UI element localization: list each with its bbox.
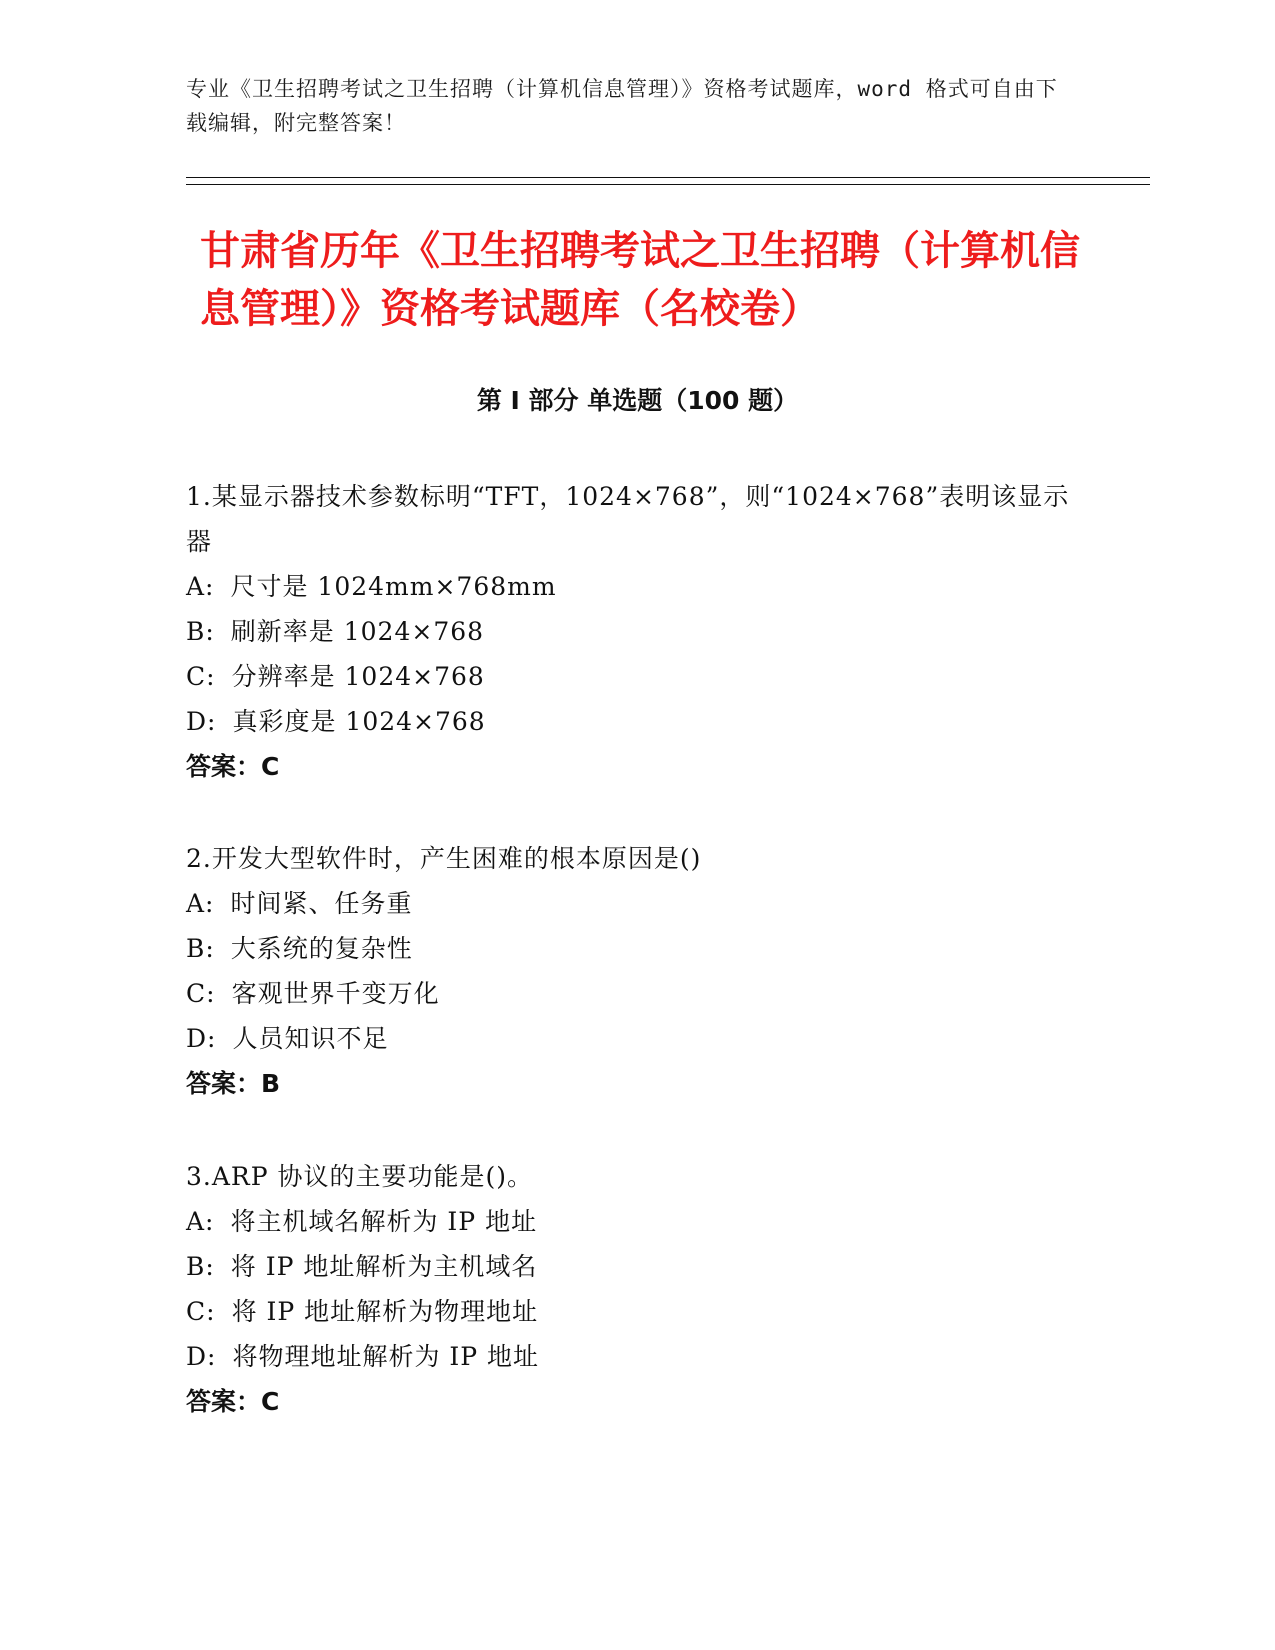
section-heading: 第 I 部分 单选题（100 题） xyxy=(476,386,799,415)
option-key: D: xyxy=(186,1342,217,1371)
option-text: 大系统的复杂性 xyxy=(230,934,413,963)
option-key: D: xyxy=(186,1024,217,1053)
question-stem: 3.ARP 协议的主要功能是()。 xyxy=(186,1162,534,1191)
question-1 xyxy=(186,474,1086,789)
option-text: 刷新率是 1024×768 xyxy=(230,617,485,646)
option-d xyxy=(186,1334,1086,1379)
option-text: 将主机域名解析为 IP 地址 xyxy=(230,1207,538,1236)
option-text: 尺寸是 1024mm×768mm xyxy=(230,572,557,601)
question-stem: 1.某显示器技术参数标明“TFT，1024×768”，则“1024×768”表明该显示器 xyxy=(186,482,1070,556)
option-text: 真彩度是 1024×768 xyxy=(232,707,486,736)
option-key: D: xyxy=(186,707,217,736)
header-divider-top xyxy=(186,177,1150,178)
option-key: B: xyxy=(186,1252,215,1281)
option-a xyxy=(186,1199,1086,1244)
download-notice: 专业《卫生招聘考试之卫生招聘（计算机信息管理）》资格考试题库，word 格式可自由下载编辑，附完整答案！ xyxy=(186,77,1058,135)
question-stem: 2.开发大型软件时，产生困难的根本原因是() xyxy=(186,844,702,873)
option-text: 将物理地址解析为 IP 地址 xyxy=(232,1342,540,1371)
question-3 xyxy=(186,1154,1086,1424)
option-text: 时间紧、任务重 xyxy=(230,889,413,918)
option-key: B: xyxy=(186,934,215,963)
option-c xyxy=(186,654,1086,699)
option-a xyxy=(186,881,1086,926)
option-key: A: xyxy=(186,572,215,601)
option-d xyxy=(186,1016,1086,1061)
answer-line: 答案：C xyxy=(186,752,280,781)
answer-line: 答案：C xyxy=(186,1387,280,1416)
header-divider-bottom xyxy=(186,184,1150,185)
option-b xyxy=(186,1244,1086,1289)
option-text: 将 IP 地址解析为主机域名 xyxy=(230,1252,538,1281)
question-2 xyxy=(186,836,1086,1106)
option-a xyxy=(186,564,1086,609)
option-text: 人员知识不足 xyxy=(232,1024,389,1053)
option-key: C: xyxy=(186,662,216,691)
option-text: 客观世界千变万化 xyxy=(231,979,440,1008)
option-text: 将 IP 地址解析为物理地址 xyxy=(231,1297,539,1326)
option-key: A: xyxy=(186,889,215,918)
option-c xyxy=(186,1289,1086,1334)
option-key: C: xyxy=(186,979,216,1008)
option-key: C: xyxy=(186,1297,216,1326)
option-key: A: xyxy=(186,1207,215,1236)
option-b xyxy=(186,926,1086,971)
option-b xyxy=(186,609,1086,654)
option-d xyxy=(186,699,1086,744)
option-key: B: xyxy=(186,617,215,646)
option-c xyxy=(186,971,1086,1016)
option-text: 分辨率是 1024×768 xyxy=(231,662,485,691)
document-title: 甘肃省历年《卫生招聘考试之卫生招聘（计算机信息管理）》资格考试题库（名校卷） xyxy=(200,228,1080,332)
answer-line: 答案：B xyxy=(186,1069,281,1098)
